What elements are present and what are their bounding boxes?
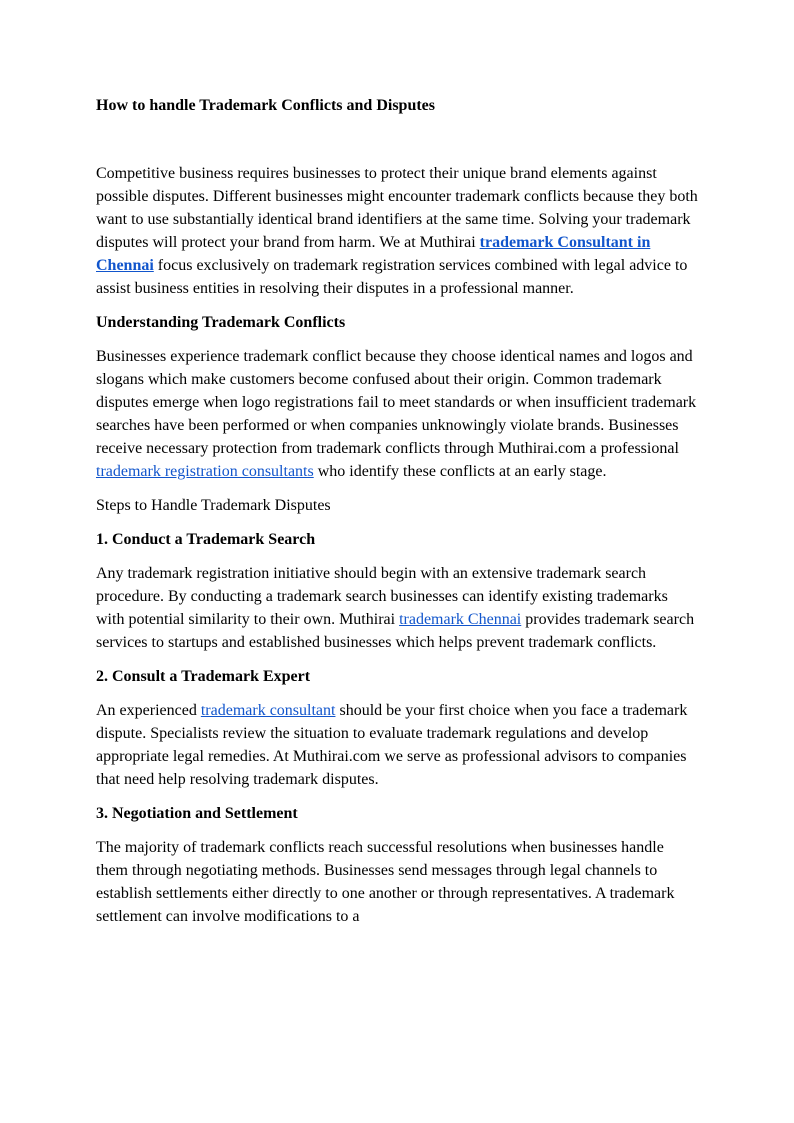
section-heading: 2. Consult a Trademark Expert <box>96 668 311 685</box>
text-run: An experienced <box>96 702 201 719</box>
text-run: Any trademark registration initiative should begin with an extensive trademark search procedure. By conducting a trademark search businesses can identify existing trademarks with potential similarity to their own. Muthirai <box>96 565 668 628</box>
blank-line <box>96 128 698 151</box>
paragraph <box>96 836 698 928</box>
section-heading: 1. Conduct a Trademark Search <box>96 531 316 548</box>
text-run: should be your first choice when you face a trademark dispute. Specialists review the situation to evaluate trademark regulations and develop appropriate legal remedies. At Muthirai.com we serve as professional advisors to companies that need help resolving trademark disputes. <box>96 702 688 788</box>
text-run: The majority of trademark conflicts reach successful resolutions when businesses handle them through negotiating methods. Businesses send messages through legal channels to establish settlements either directly to one another or through representatives. A trademark settlement can involve modifications to a <box>96 839 675 925</box>
document-body <box>96 94 698 928</box>
text-run: Competitive business requires businesses to protect their unique brand elements against possible disputes. Different businesses might encounter trademark conflicts because they both want to use substantially identical brand identifiers at the same time. Solving your trademark disputes will protect your brand from harm. We at Muthirai <box>96 165 698 251</box>
text-run: Steps to Handle Trademark Disputes <box>96 497 331 514</box>
text-run: Businesses experience trademark conflict because they choose identical names and logos and slogans which make customers become confused about their origin. Common trademark disputes emerge when logo registrations fail to meet standards or when insufficient trademark searches have been performed or when companies unknowingly violate brands. Businesses receive necessary protection from trademark conflicts through Muthirai.com a professional <box>96 348 697 457</box>
paragraph <box>96 345 698 483</box>
document-title: How to handle Trademark Conflicts and Disputes <box>96 97 435 114</box>
inline-link[interactable]: trademark Consultant in Chennai <box>96 234 651 274</box>
paragraph <box>96 162 698 300</box>
section-heading: Understanding Trademark Conflicts <box>96 314 346 331</box>
section-heading: 3. Negotiation and Settlement <box>96 805 298 822</box>
paragraph <box>96 494 698 517</box>
inline-link[interactable]: trademark consultant <box>200 702 336 719</box>
text-run: provides trademark search services to startups and established businesses which helps prevent trademark conflicts. <box>96 611 695 651</box>
inline-link[interactable]: trademark registration consultants <box>96 463 314 480</box>
paragraph <box>96 699 698 791</box>
paragraph <box>96 562 698 654</box>
text-run: who identify these conflicts at an early stage. <box>313 463 607 480</box>
text-run: focus exclusively on trademark registration services combined with legal advice to assist business entities in resolving their disputes in a professional manner. <box>96 257 688 297</box>
inline-link[interactable]: trademark Chennai <box>399 611 522 628</box>
